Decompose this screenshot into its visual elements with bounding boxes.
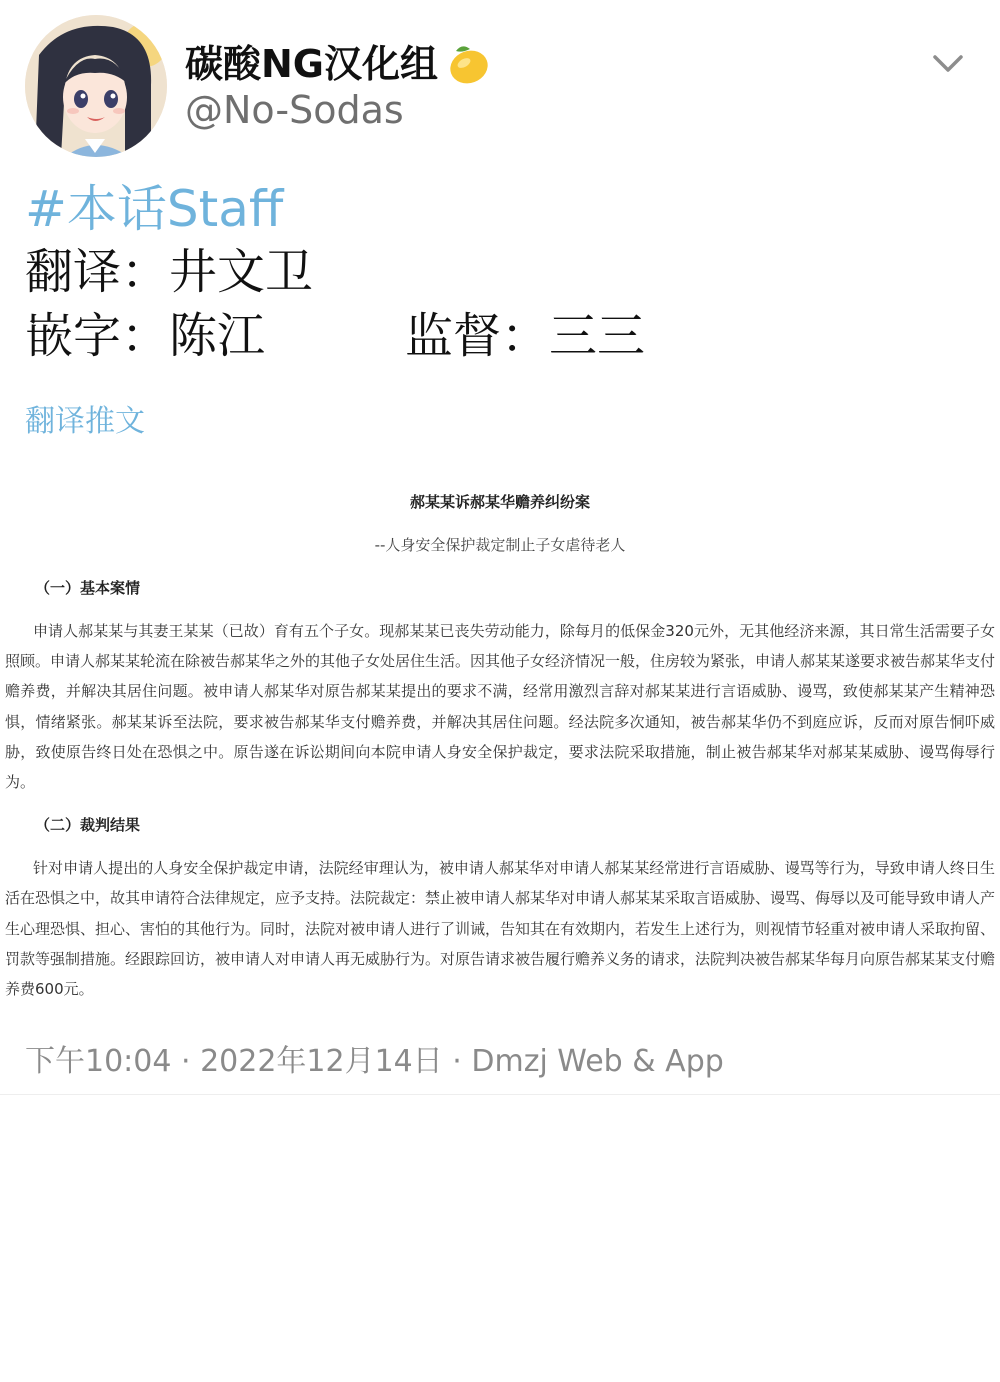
supervisor-text: 监督：三三	[405, 308, 646, 364]
lemon-icon	[442, 39, 492, 89]
section2-heading: （二）裁判结果	[35, 816, 141, 835]
section1-heading: （一）基本案情	[35, 579, 141, 597]
divider	[0, 1094, 1000, 1095]
tweet-timestamp[interactable]: 下午10:04 · 2022年12月14日 · Dmzj Web & App	[25, 1044, 724, 1079]
section2-paragraph: 针对申请人提出的人身安全保护裁定申请，法院经审理认为，被申请人郝某华对申请人郝某某经常进行言语威胁、谩骂等行为，导致申请人终日生活在恐惧之中，故其申请符合法律规定，应予支持。法院裁定：禁止被申请人郝某华对申请人郝某某采取言语威胁、谩骂、侮辱以及可能导致申请人产生心理恐惧、担心、害怕的其他行为。同时，法院对被申请人进行了训诫，告知其在有效期内，若发生上述行为，则视情节轻重对被申请人采取拘留、罚款等强制措施。经跟踪回访，被申请人对申请人再无威胁行为。对原告请求被告履行赡养义务的请求，法院判决被告郝某华每月向原告郝某某支付赡养费600元。	[5, 859, 996, 999]
anime-girl-avatar-icon	[25, 15, 167, 157]
document-subtitle: --人身安全保护裁定制止子女虐待老人	[374, 536, 626, 554]
document-title: 郝某某诉郝某华赡养纠纷案	[409, 493, 590, 511]
typesetter-text: 嵌字：陈江	[25, 308, 266, 364]
avatar[interactable]	[25, 15, 167, 157]
user-handle[interactable]: @No-Sodas	[185, 88, 404, 132]
translator-text: 翻译：井文卫	[25, 244, 314, 300]
hashtag-link[interactable]: #本话Staff	[25, 180, 284, 238]
attached-document-image[interactable]	[5, 485, 995, 1004]
typeset-supervisor-credit	[25, 304, 645, 368]
section1-paragraph: 申请人郝某某与其妻王某某（已故）育有五个子女。现郝某某已丧失劳动能力，除每月的低保金320元外，无其他经济来源，其日常生活需要子女照顾。申请人郝某某轮流在除被告郝某华之外的其他子女处居住生活。因其他子女经济情况一般，住房较为紧张，申请人郝某某遂要求被告郝某华支付赡养费，并解决其居住问题。被申请人郝某华对原告郝某某提出的要求不满，经常用激烈言辞对郝某某进行言语威胁、谩骂，致使郝某某产生精神恐惧，情绪紧张。郝某某诉至法院，要求被告郝某华支付赡养费，并解决其居住问题。经法院多次通知，被告郝某华仍不到庭应诉，反而对原告恫吓威胁，致使原告终日处在恐惧之中。原告遂在诉讼期间向本院申请人身安全保护裁定，要求法院采取措施，制止被告郝某华对郝某某威胁、谩骂侮辱行为。	[5, 622, 996, 792]
staff-credits	[25, 178, 645, 368]
display-name-text: 碳酸NG汉化组	[185, 42, 438, 86]
chevron-down-icon[interactable]	[930, 48, 966, 78]
translate-tweet-link[interactable]: 翻译推文	[25, 404, 145, 439]
display-name[interactable]	[185, 38, 492, 90]
translator-credit	[25, 240, 645, 304]
